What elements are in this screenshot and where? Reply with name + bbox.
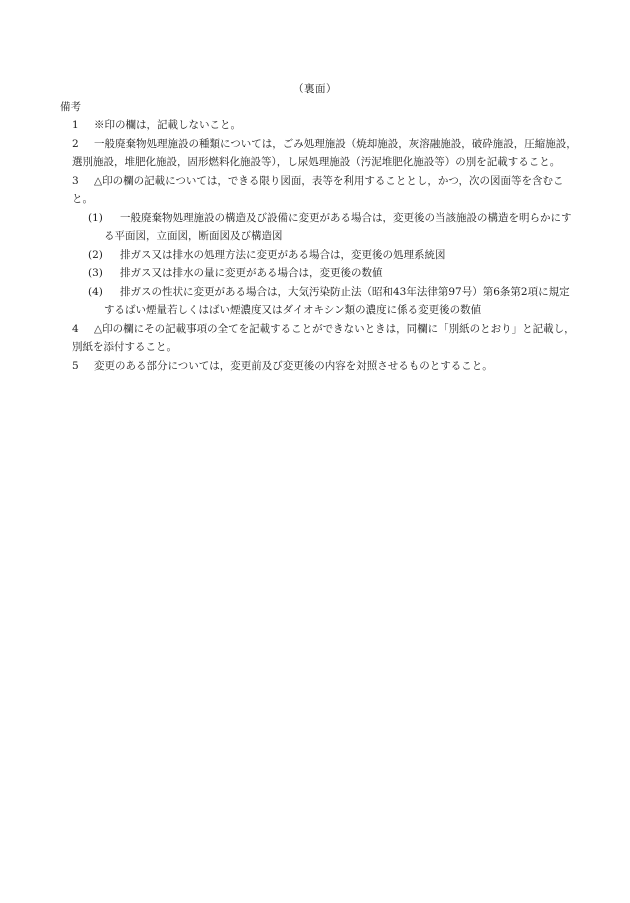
subitem-text: 一般廃棄物処理施設の構造及び設備に変更がある場合は，変更後の当該施設の構造を明らかにする平面図，立面図，断面図及び構造図 xyxy=(104,211,572,242)
remark-item-2 xyxy=(60,135,580,172)
subitem-text: 排ガスの性状に変更がある場合は，大気汚染防止法（昭和43年法律第97号）第6条第2項に規定するばい煙量若しくはばい煙濃度又はダイオキシン類の濃度に係る変更後の数値 xyxy=(104,285,570,316)
remark-subitem-1 xyxy=(60,209,580,246)
remark-number: 2 xyxy=(72,137,79,150)
remarks-label: 備考 xyxy=(60,101,81,113)
remark-subitem-2 xyxy=(60,246,580,265)
remark-number: 3 xyxy=(72,174,79,187)
subitem-number: (1) xyxy=(88,211,103,224)
remark-item-3 xyxy=(60,172,580,320)
remark-number: 5 xyxy=(72,359,79,372)
remark-text: ※印の欄は，記載しないこと。 xyxy=(94,119,241,131)
subitem-text: 排ガス又は排水の量に変更がある場合は，変更後の数値 xyxy=(120,267,383,279)
remark-item-1 xyxy=(60,116,580,135)
remark-text: 一般廃棄物処理施設の種類については，ごみ処理施設（焼却施設，灰溶融施設，破砕施設，圧縮施設，選別施設，堆肥化施設，固形燃料化施設等），し尿処理施設（汚泥堆肥化施設等）の別を記載すること。 xyxy=(72,137,577,168)
remark-item-4 xyxy=(60,320,580,357)
remark-subitem-4 xyxy=(60,283,580,320)
subitem-number: (2) xyxy=(88,248,103,261)
subitem-number: (3) xyxy=(88,267,103,279)
page-heading: （裏面） xyxy=(293,83,337,95)
remark-number: 4 xyxy=(72,322,79,335)
remark-text: 変更のある部分については，変更前及び変更後の内容を対照させるものとすること。 xyxy=(94,359,493,372)
remark-number: 1 xyxy=(72,119,79,131)
subitem-text: 排ガス又は排水の処理方法に変更がある場合は，変更後の処理系統図 xyxy=(120,248,446,261)
remark-text: △印の欄にその記載事項の全てを記載することができないときは，同欄に「別紙のとおり」と記載し，別紙を添付すること。 xyxy=(72,322,575,353)
remark-subitem-3 xyxy=(60,264,580,283)
remark-text: △印の欄の記載については，できる限り図面，表等を利用することとし，かつ，次の図面等を含むこと。 xyxy=(72,174,564,205)
remark-item-5 xyxy=(60,357,580,376)
subitem-number: (4) xyxy=(88,285,103,298)
remarks-list xyxy=(60,116,580,375)
